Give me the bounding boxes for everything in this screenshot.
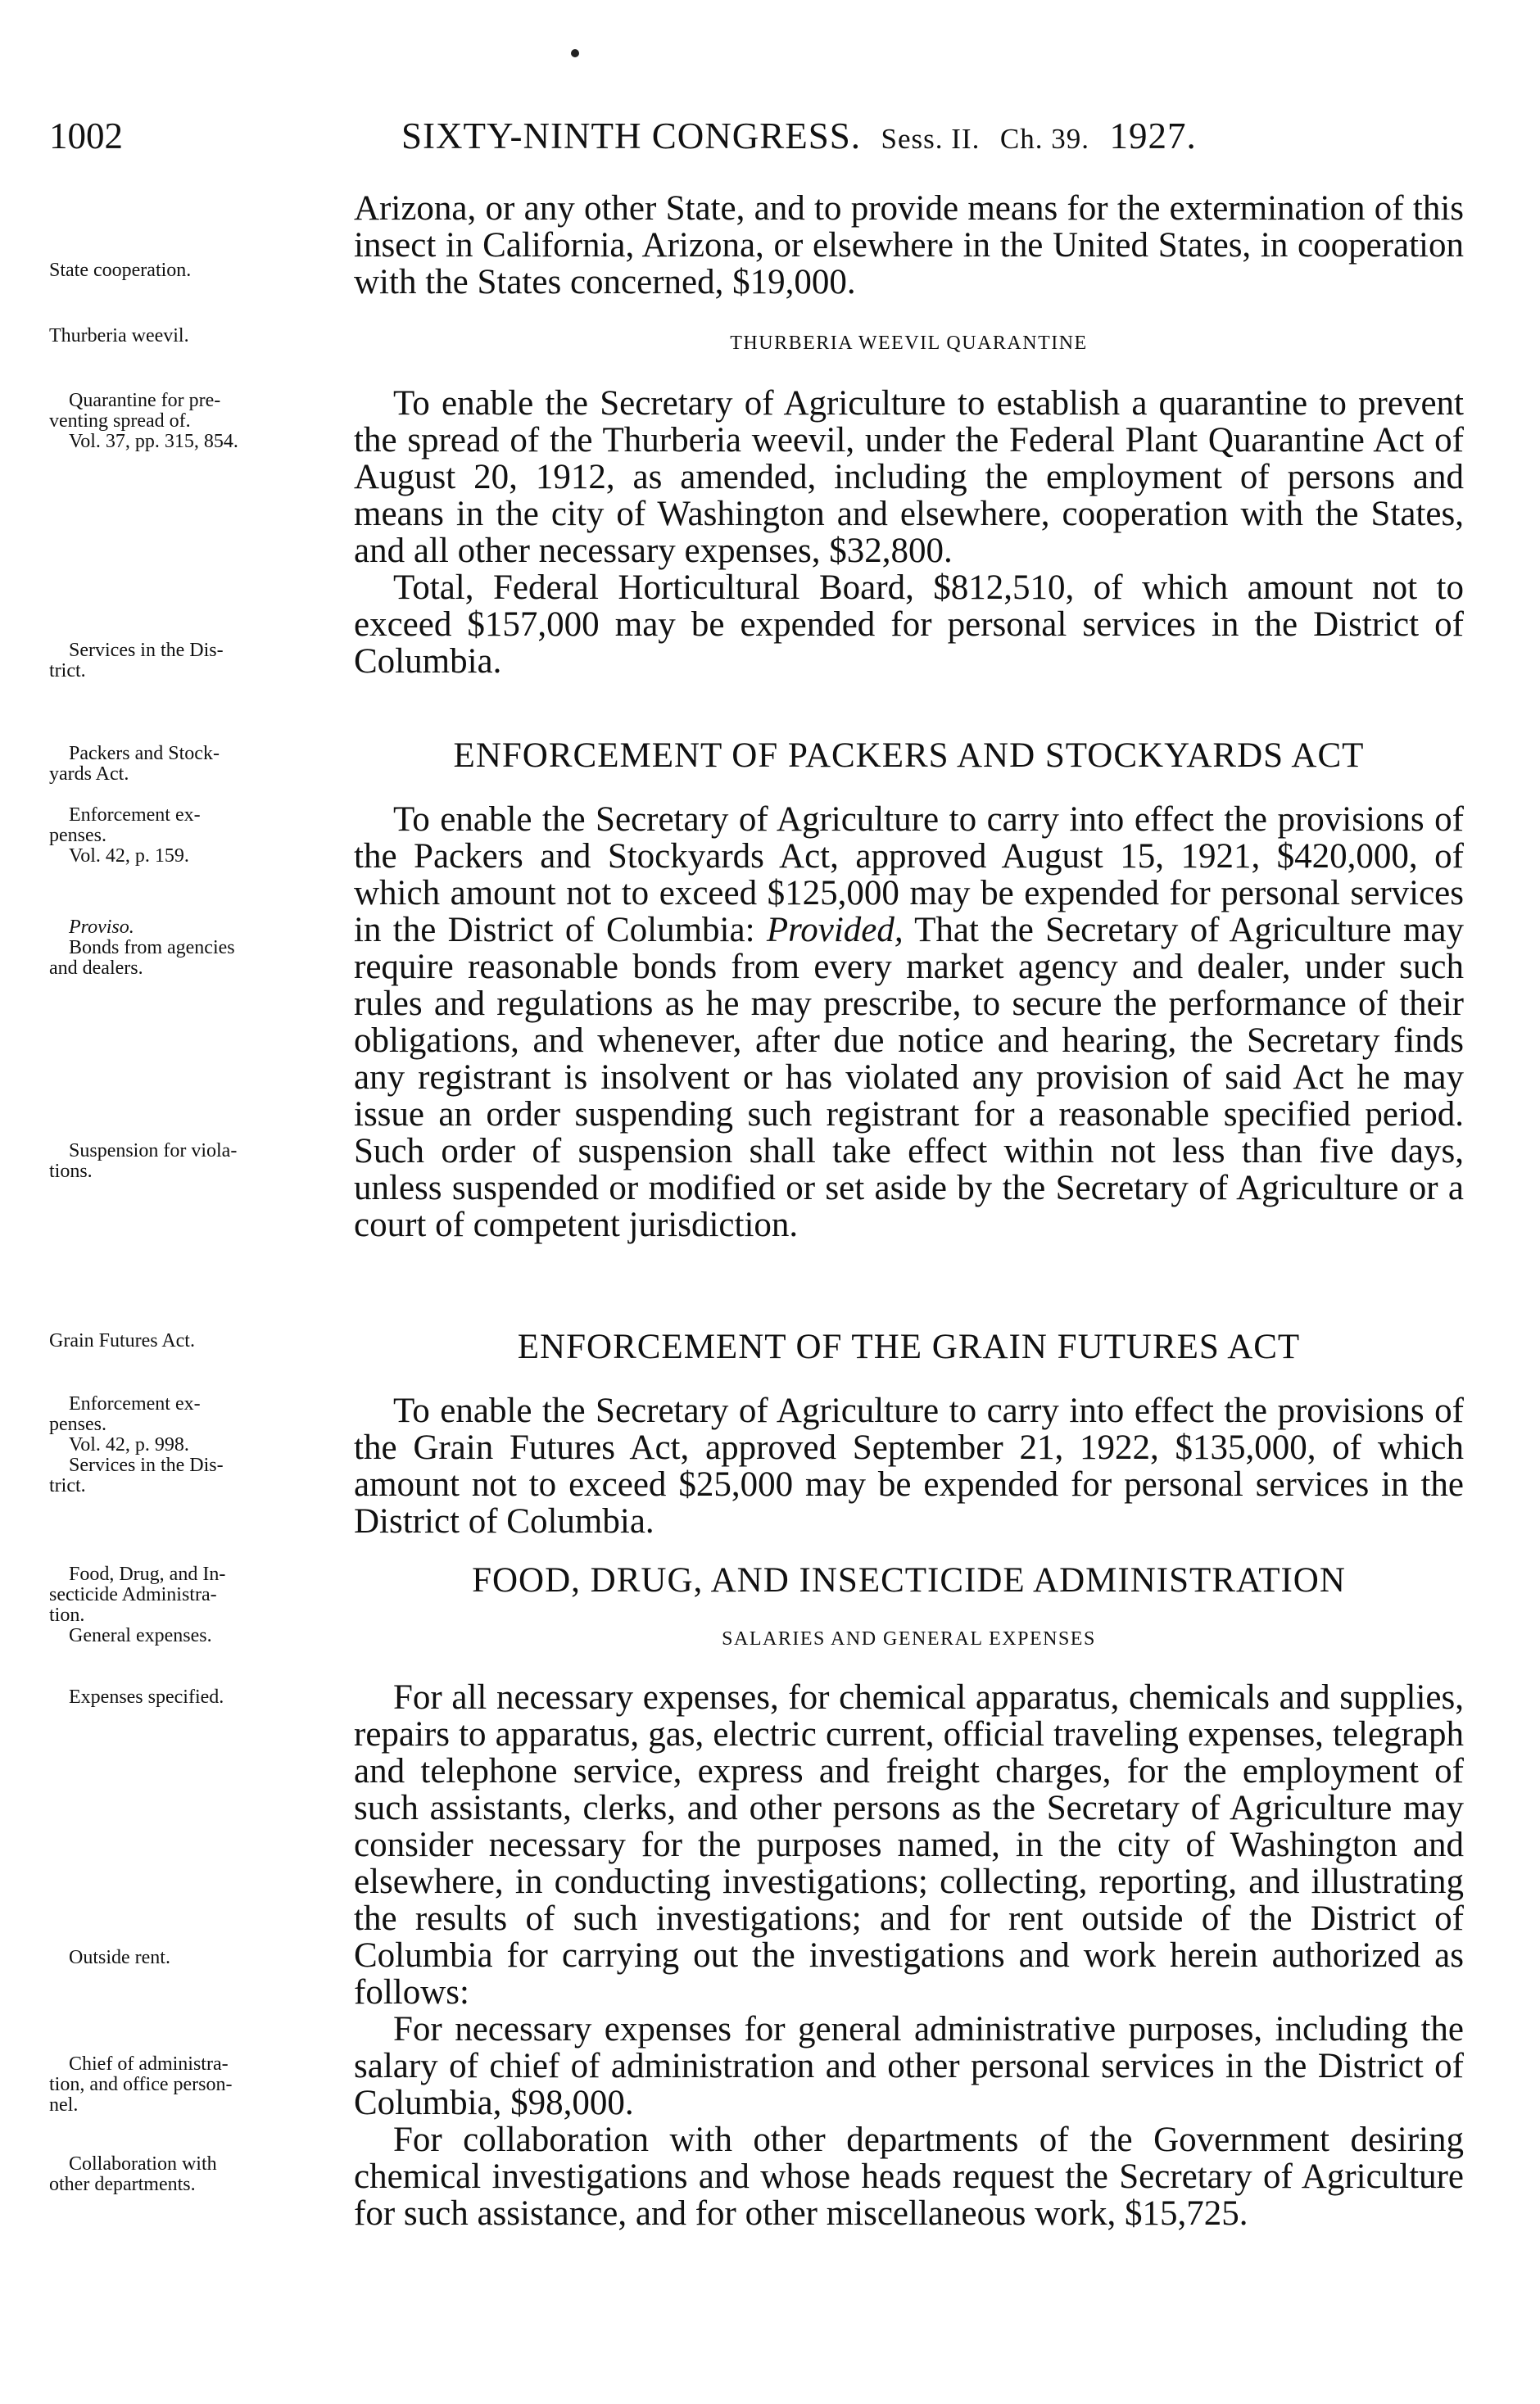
margin-text: Vol. 37, pp. 315, 854. (69, 431, 238, 452)
margin-text: Grain Futures Act. (49, 1330, 195, 1351)
margin-text: Quarantine for pre- (69, 390, 221, 411)
packers-text-2: That the Secretary of Agriculture may require reasonable bonds from every market agency and dealer, under such rules and regulations as he may prescribe, to secure the performance of their obligations, and whenever, after due notice and hearing, the Secretary finds any registrant is insolvent or has violated any provision of said Act he may issue an order suspending such registrant for a reasonable specified period. Such order of suspension shall take effect within not less than five days, unless suspended or modified or set aside by the Secretary of Agriculture or a court of competent jurisdiction. (354, 911, 1465, 1244)
paragraph-text: To enable the Secretary of Agriculture to carry into effect the provisions of the Grain Futures Act, approved September 21, 1922, $135,000, of which amount not to exceed $25,000 may be expended for personal services in the District of Columbia. (354, 1392, 1464, 1541)
running-head (49, 115, 1474, 172)
grain-paragraph (354, 1392, 1464, 1540)
margin-note-food-drug (49, 1564, 344, 1646)
margin-note-enforcement-1 (49, 805, 344, 867)
margin-text: Vol. 42, p. 998. (69, 1434, 189, 1456)
margin-text: penses. (49, 1414, 106, 1435)
margin-text: tion, and office person- (49, 2074, 233, 2095)
margin-text: Services in the Dis- (69, 640, 224, 661)
margin-text: Outside rent. (69, 1947, 170, 1968)
margin-note-outside-rent (49, 1948, 344, 1968)
running-title (401, 115, 1197, 157)
margin-note-services-district-1 (49, 641, 344, 681)
paragraph-text: Total, Federal Horticultural Board, $812,510, of which amount not to exceed $157,000 may be expended for personal services in the District of Columbia. (354, 568, 1464, 681)
margin-text: Enforcement ex- (69, 804, 201, 826)
margin-text: Proviso. (69, 917, 134, 938)
margin-note-enforcement-2 (49, 1394, 344, 1496)
paragraph-text: For necessary expenses for general administrative purposes, including the salary of chief of administration and other personal services in the District of Columbia, $98,000. (354, 2010, 1464, 2122)
margin-text: and dealers. (49, 958, 143, 979)
page-number: 1002 (49, 115, 123, 156)
heading-grain: ENFORCEMENT OF THE GRAIN FUTURES ACT (517, 1328, 1301, 1366)
margin-text: Suspension for viola- (69, 1140, 238, 1161)
margin-text: Thurberia weevil. (49, 325, 189, 346)
margin-text: Bonds from agencies (69, 937, 235, 958)
paragraph-text: For collaboration with other departments of the Government desiring chemical investigations and whose heads request the Secretary of Agriculture for such assistance, and for other miscellaneous work, $15,725. (354, 2121, 1464, 2233)
margin-text: State cooperation. (49, 260, 192, 281)
margin-note-quarantine (49, 391, 344, 452)
proviso-word: Provided, (766, 911, 904, 949)
margin-text: nel. (49, 2094, 79, 2116)
margin-text: trict. (49, 660, 86, 681)
food-paragraphs (354, 1679, 1464, 2232)
margin-note-chief-admin (49, 2054, 344, 2116)
margin-text: Services in the Dis- (69, 1455, 224, 1476)
margin-text: General expenses. (69, 1625, 212, 1646)
chapter-label: Ch. 39. (999, 123, 1089, 155)
margin-note-suspension (49, 1141, 344, 1182)
margin-text: Vol. 42, p. 159. (69, 845, 189, 867)
margin-text: secticide Administra- (49, 1584, 217, 1605)
margin-text: Food, Drug, and In- (69, 1564, 226, 1585)
margin-note-thurberia-weevil (49, 326, 344, 346)
congress-title: SIXTY-NINTH CONGRESS. (401, 115, 862, 156)
margin-text: venting spread of. (49, 410, 191, 432)
paragraph-text: For all necessary expenses, for chemical apparatus, chemicals and supplies, repairs to apparatus, gas, electric current, official traveling expenses, telegraph and telephone service, express and freight charges, for the employment of such assistants, clerks, and other persons as the Secretary of Agriculture may consider necessary for the purposes named, in the city of Washington and elsewhere, in conducting investigations; collecting, reporting, and illustrating the results of such investigations; and for rent outside of the District of Columbia for carrying out the investigations and work herein authorized as follows: (354, 1678, 1464, 2012)
heading-food-drug: FOOD, DRUG, AND INSECTICIDE ADMINISTRATION (472, 1561, 1346, 1600)
packers-paragraph (354, 801, 1464, 1243)
heading-thurberia: THURBERIA WEEVIL QUARANTINE (730, 333, 1088, 354)
year-label: 1927. (1109, 115, 1197, 156)
margin-text: Chief of administra- (69, 2053, 229, 2075)
margin-text: Collaboration with (69, 2153, 217, 2175)
margin-text: Enforcement ex- (69, 1393, 201, 1415)
heading-salaries: SALARIES AND GENERAL EXPENSES (722, 1628, 1096, 1650)
margin-note-grain-futures (49, 1331, 344, 1351)
margin-note-state-cooperation (49, 260, 344, 281)
margin-note-proviso (49, 917, 344, 979)
continuation-paragraph (354, 190, 1464, 301)
margin-note-collaboration (49, 2154, 344, 2195)
heading-packers: ENFORCEMENT OF PACKERS AND STOCKYARDS ACT (453, 736, 1365, 775)
margin-text: tion. (49, 1605, 85, 1626)
margin-text: yards Act. (49, 763, 129, 785)
session-label: Sess. II. (881, 123, 981, 155)
margin-text: other departments. (49, 2174, 196, 2195)
margin-text: tions. (49, 1161, 93, 1182)
printer-dot (571, 49, 579, 57)
thurberia-paragraphs (354, 385, 1464, 680)
margin-text: Expenses specified. (69, 1686, 224, 1708)
paragraph-text (354, 801, 1464, 1243)
paragraph-text: To enable the Secretary of Agriculture to establish a quarantine to prevent the spread of the Thurberia weevil, under the Federal Plant Quarantine Act of August 20, 1912, as amended, including the employment of persons and means in the city of Washington and elsewhere, cooperation with the States, and all other necessary expenses, $32,800. (354, 384, 1464, 570)
margin-note-packers (49, 744, 344, 785)
margin-text: Packers and Stock- (69, 743, 220, 764)
paragraph-text: Arizona, or any other State, and to provide means for the extermination of this insect in California, Arizona, or elsewhere in the United States, in cooperation with the States concerned, $19,000. (354, 189, 1464, 301)
margin-note-expenses-specified (49, 1687, 344, 1708)
margin-text: trict. (49, 1475, 86, 1496)
packers-text: To enable the Secretary of Agriculture to carry into effect the provisions of the Packers and Stockyards Act, approved August 15, 1921, $420,000, of which amount not to exceed $125,000 may be expended for personal services in the District of Columbia: (354, 800, 1464, 949)
margin-text: penses. (49, 825, 106, 846)
